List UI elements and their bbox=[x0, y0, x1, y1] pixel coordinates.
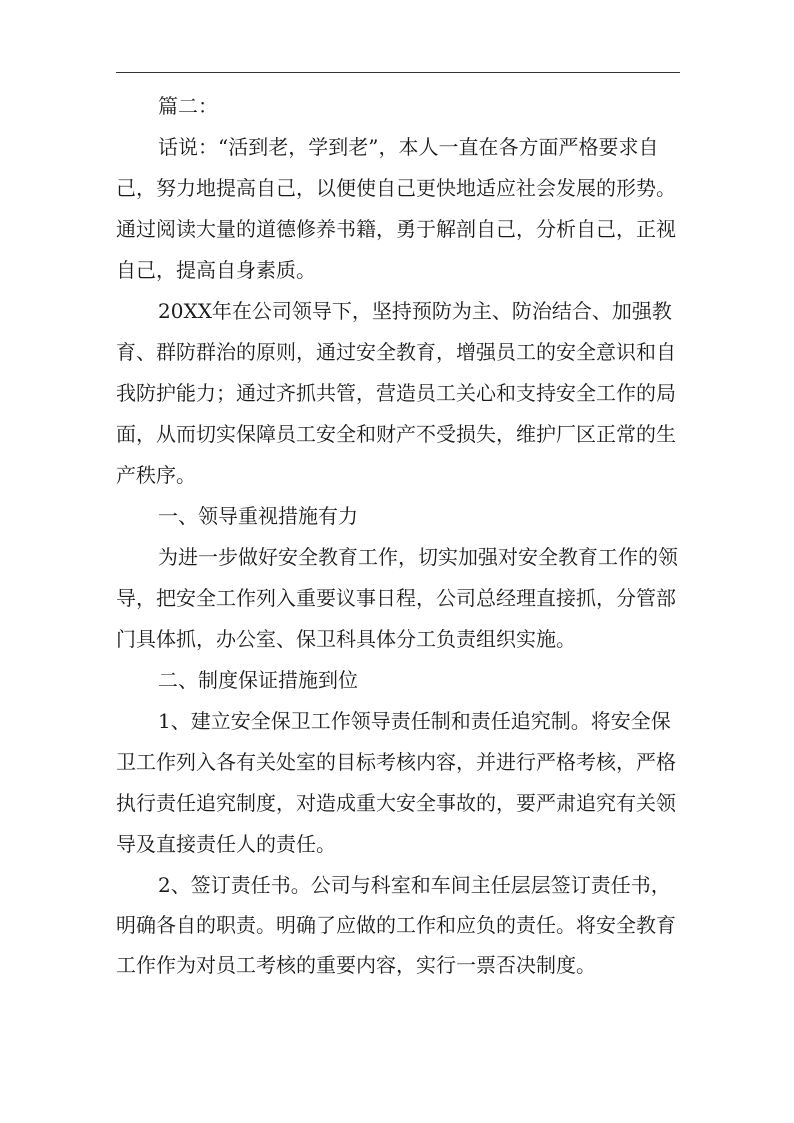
paragraph: 20XX年在公司领导下，坚持预防为主、防治结合、加强教育、群防群治的原则，通过安全教育，增强员工的安全意识和自我防护能力；通过齐抓共管，营造员工关心和支持安全工作的局面，从而切实保障员工安全和财产不受损失，维护厂区正常的生产秩序。 bbox=[116, 299, 676, 487]
header-rule bbox=[116, 72, 680, 73]
document-body bbox=[116, 86, 682, 985]
subheading: 一、领导重视措施有力 bbox=[158, 504, 358, 528]
paragraph: 为进一步做好安全教育工作，切实加强对安全教育工作的领导，把安全工作列入重要议事日程，公司总经理直接抓，分管部门具体抓，办公室、保卫科具体分工负责组织实施。 bbox=[116, 545, 678, 651]
paragraph: 话说：“活到老，学到老”，本人一直在各方面严格要求自己，努力地提高自己，以便使自己更快地适应社会发展的形势。通过阅读大量的道德修养书籍，勇于解剖自己，分析自己，正视自己，提高自身素质。 bbox=[116, 135, 676, 282]
paragraph: 1、建立安全保卫工作领导责任制和责任追究制。将安全保卫工作列入各有关处室的目标考核内容，并进行严格考核，严格执行责任追究制度，对造成重大安全事故的，要严肃追究有关领导及直接责任人的责任。 bbox=[116, 709, 676, 856]
section-heading: 篇二： bbox=[158, 94, 218, 118]
paragraph: 2、签订责任书。公司与科室和车间主任层层签订责任书，明确各自的职责。明确了应做的工作和应负的责任。将安全教育工作作为对员工考核的重要内容，实行一票否决制度。 bbox=[116, 873, 676, 977]
subheading: 二、制度保证措施到位 bbox=[158, 668, 358, 692]
